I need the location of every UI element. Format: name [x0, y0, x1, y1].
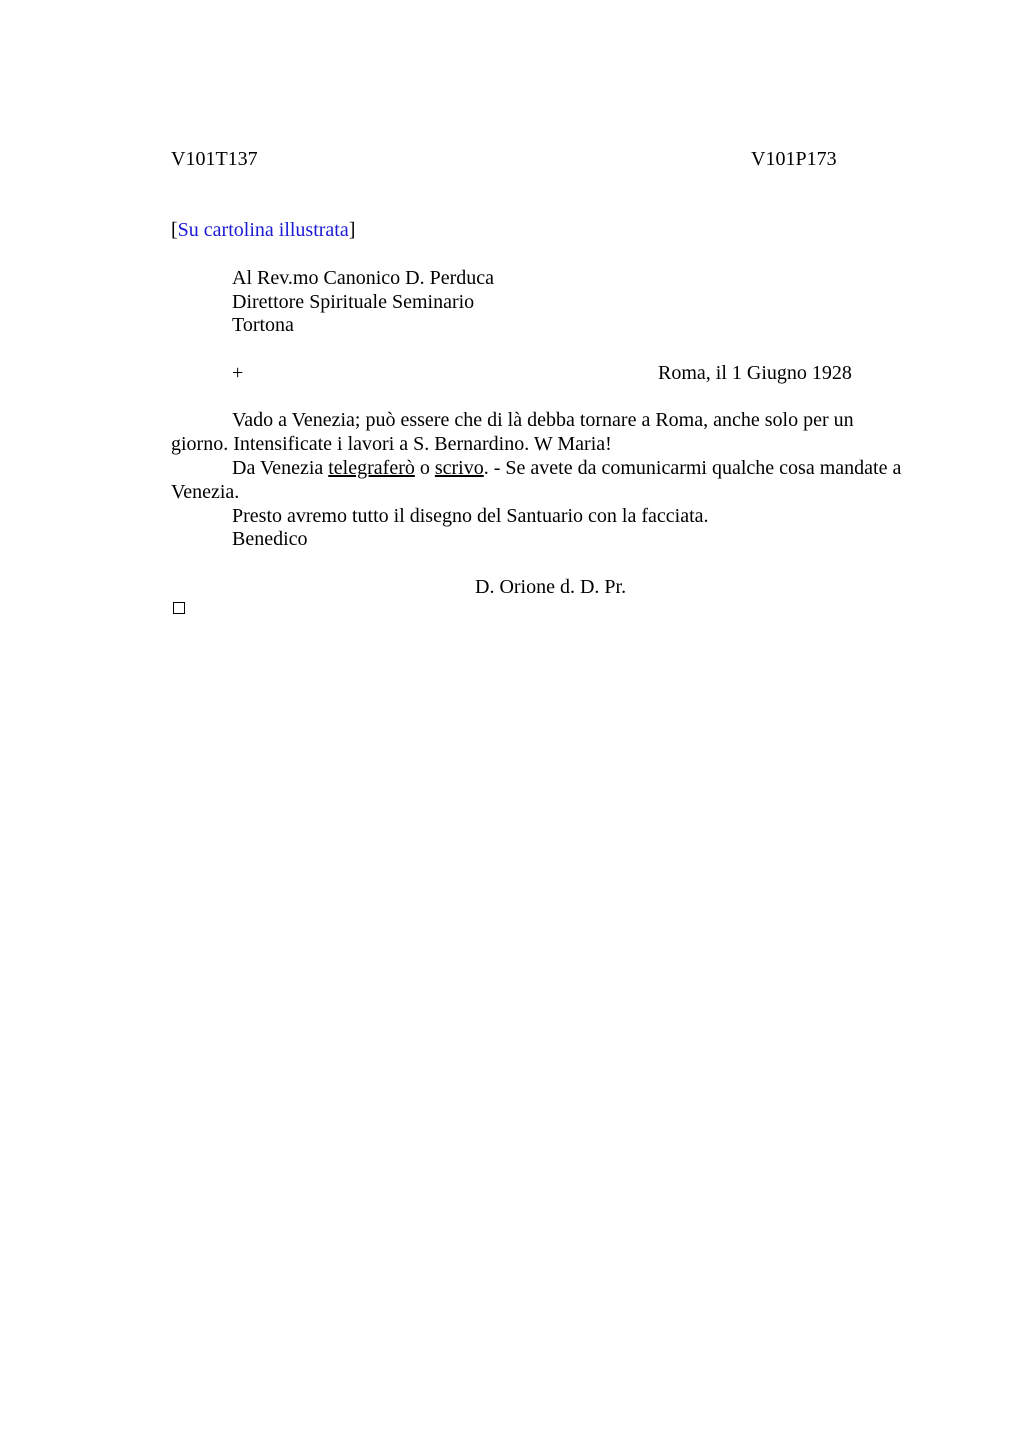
address-line-1: Al Rev.mo Canonico D. Perduca [232, 267, 494, 289]
address-line-2: Direttore Spirituale Seminario [232, 291, 475, 313]
editorial-note [171, 218, 355, 242]
body-paragraph-2-line-2: Venezia. [171, 481, 240, 503]
note-close-bracket: ] [348, 219, 356, 241]
underlined-word-scrivo: scrivo [434, 457, 484, 479]
body-paragraph-2-line-1 [232, 456, 901, 480]
cross-symbol: + [232, 362, 244, 384]
p2-text-3: . - Se avete da comunicarmi qualche cosa mandate a [483, 457, 902, 479]
p2-text-1: Da Venezia [232, 457, 329, 479]
address-line-3: Tortona [232, 314, 294, 336]
body-paragraph-3: Presto avremo tutto il disegno del Santuario con la facciata. [232, 505, 709, 527]
body-paragraph-1-line-1: Vado a Venezia; può essere che di là debba tornare a Roma, anche solo per un [232, 409, 854, 431]
note-open-bracket: [ [171, 219, 178, 241]
document-code-right: V101P173 [751, 148, 837, 170]
place-date: Roma, il 1 Giugno 1928 [658, 362, 852, 384]
document-code-left: V101T137 [171, 148, 258, 170]
underlined-word-telegrafero: telegraferò [328, 457, 415, 479]
body-paragraph-1-line-2: giorno. Intensificate i lavori a S. Bernardino. W Maria! [171, 433, 612, 455]
p2-text-2: o [414, 457, 435, 479]
note-text: Su cartolina illustrata [177, 219, 349, 241]
end-marker-box [173, 602, 185, 614]
body-paragraph-4: Benedico [232, 528, 308, 550]
signature: D. Orione d. D. Pr. [475, 576, 627, 598]
